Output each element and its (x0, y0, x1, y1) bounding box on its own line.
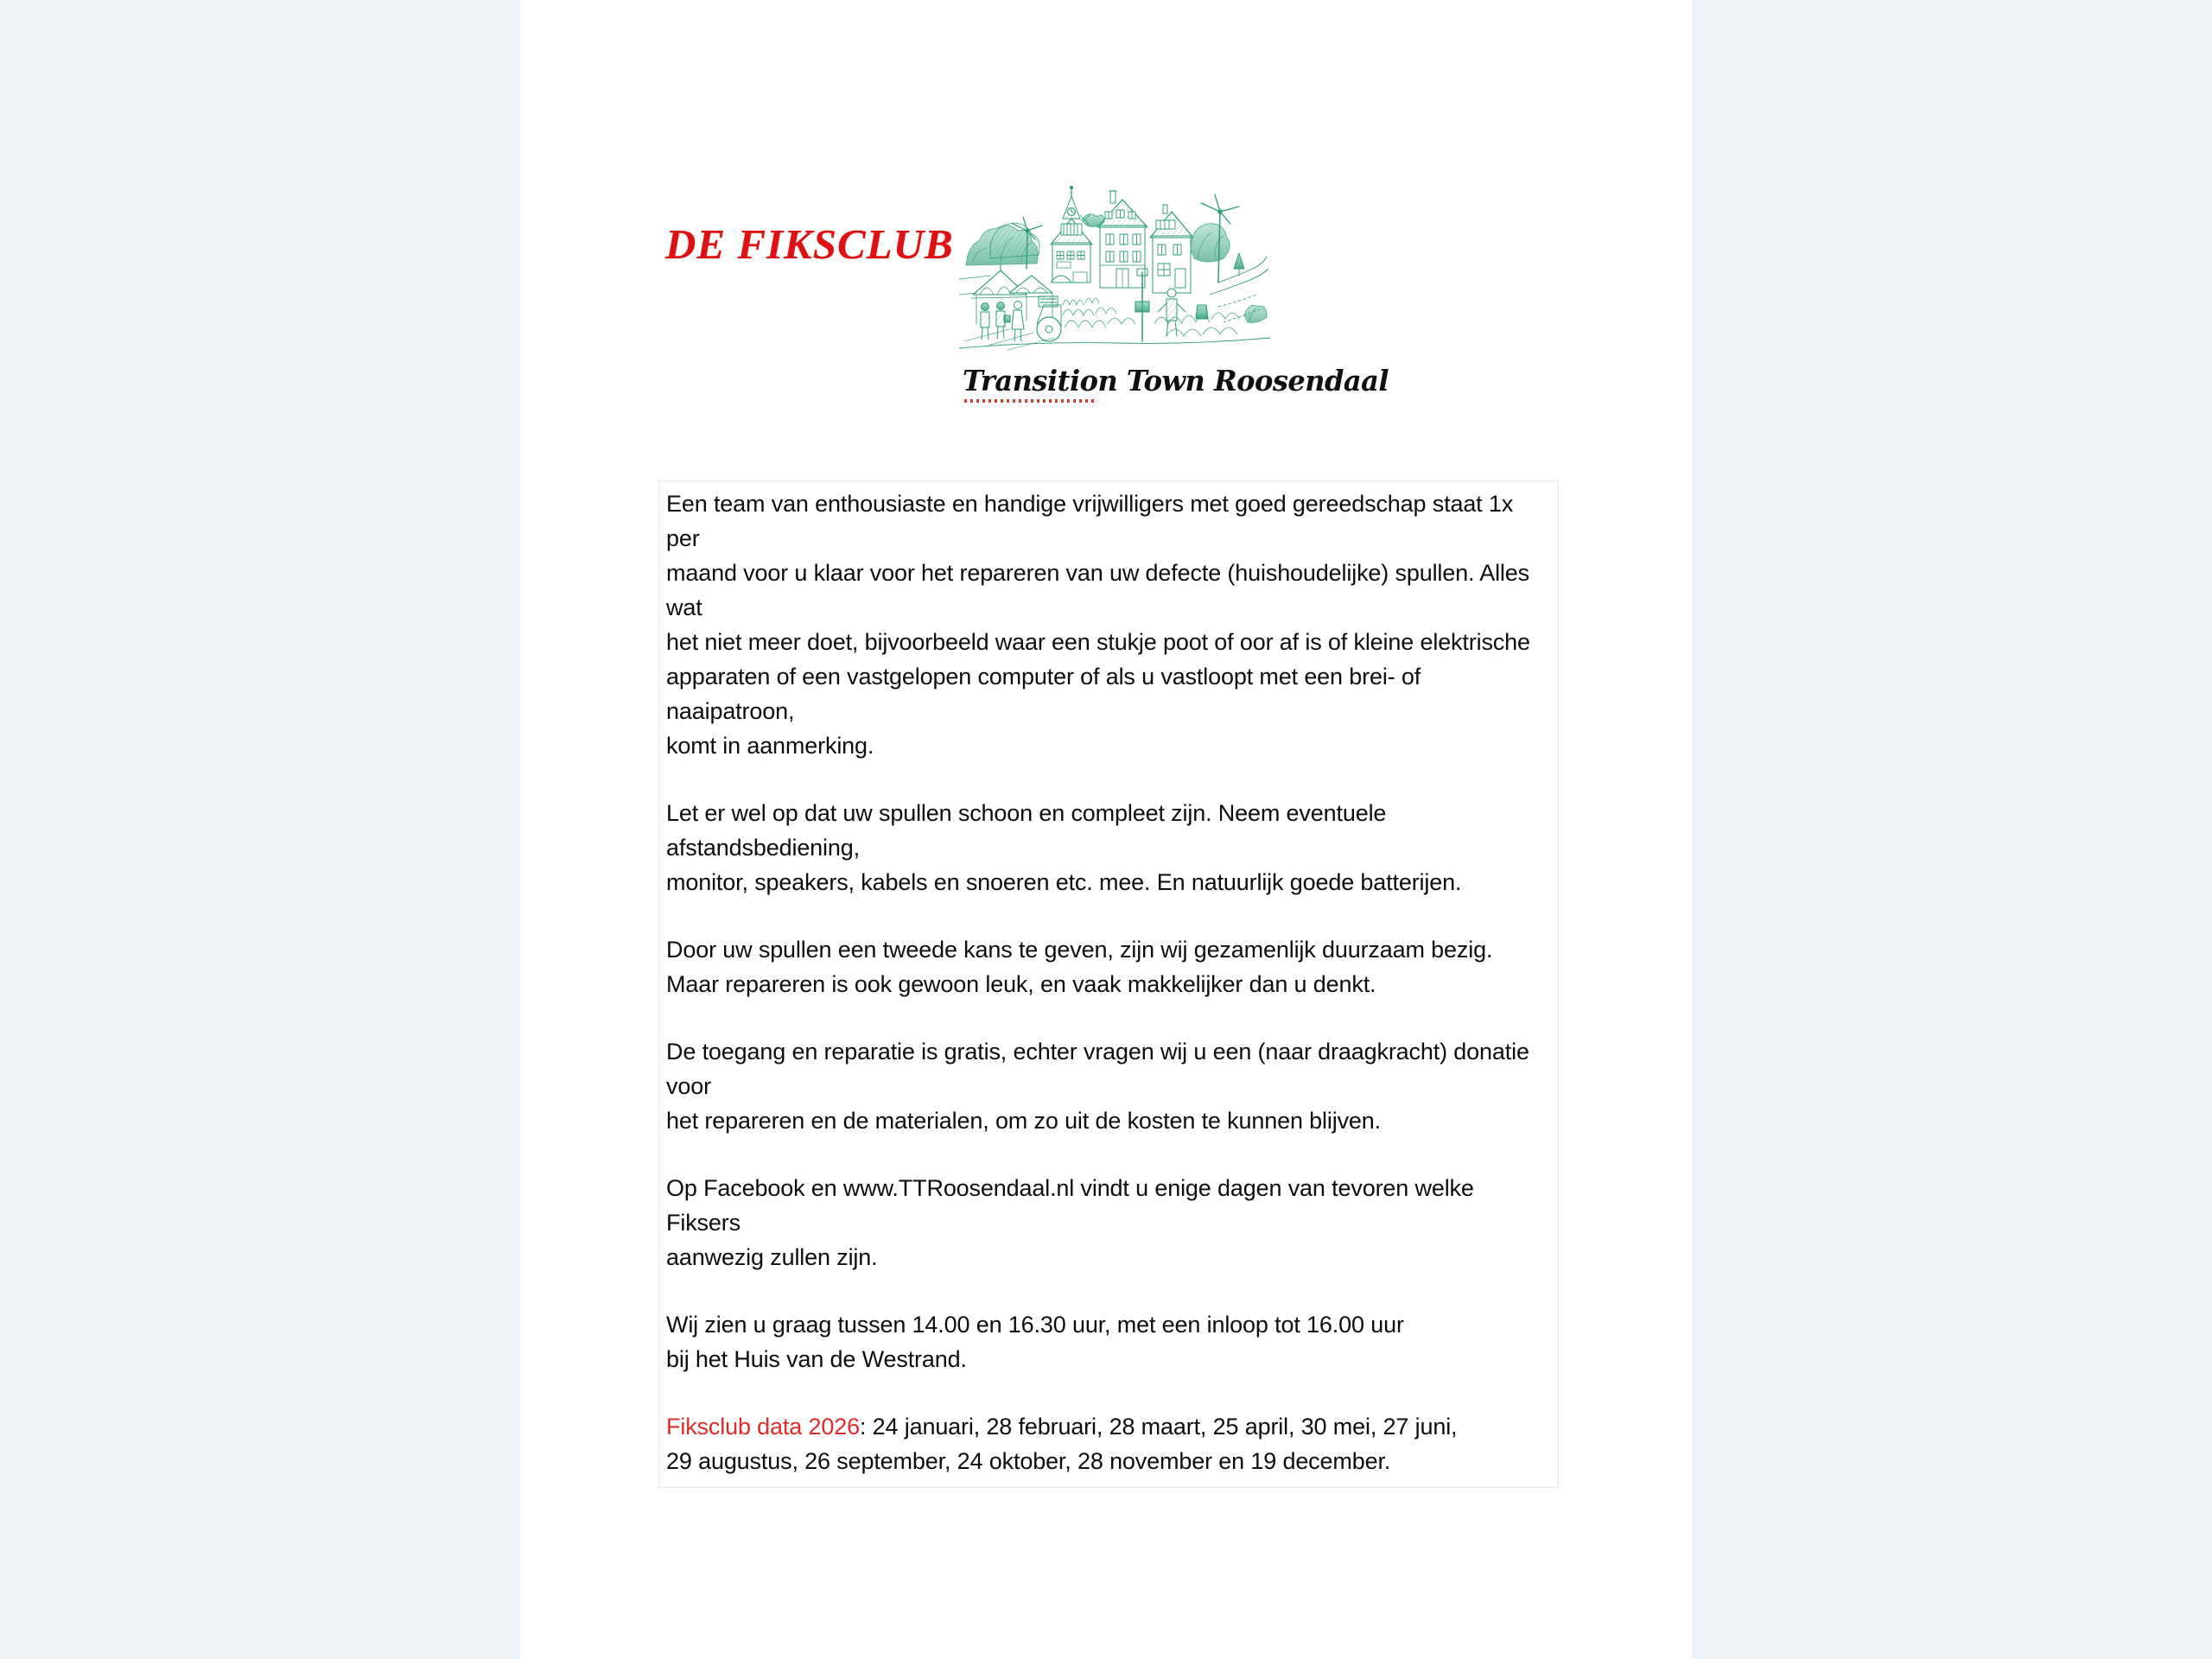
text-line: Let er wel op dat uw spullen schoon en compleet zijn. Neem eventuele afstandsbediening, (666, 800, 1387, 861)
paragraph-preparation (666, 796, 1549, 899)
dates-line-2: 29 augustus, 26 september, 24 oktober, 28 november en 19 december. (666, 1448, 1391, 1474)
paragraph-sustainability (666, 932, 1549, 1001)
transition-town-village-illustration (959, 186, 1270, 363)
paragraph-intro (666, 486, 1549, 763)
text-line: De toegang en reparatie is gratis, echter vragen wij u een (naar draagkracht) donatie voor (666, 1039, 1529, 1099)
text-line: Op Facebook en www.TTRoosendaal.nl vindt u enige dagen van tevoren welke Fiksers (666, 1175, 1474, 1236)
dates-first-half: : 24 januari, 28 februari, 28 maart, 25 april, 30 mei, 27 juni, (859, 1414, 1458, 1440)
text-line: Door uw spullen een tweede kans te geven, zijn wij gezamenlijk duurzaam bezig. (666, 937, 1493, 963)
text-line: maand voor u klaar voor het repareren van uw defecte (huishoudelijke) spullen. Alles wat (666, 560, 1529, 620)
dates-label: Fiksclub data 2026 (666, 1414, 860, 1440)
paragraph-donation (666, 1034, 1549, 1138)
text-line: monitor, speakers, kabels en snoeren etc. mee. En natuurlijk goede batterijen. (666, 869, 1462, 895)
text-line: het niet meer doet, bijvoorbeeld waar een stukje poot of oor af is of kleine elektrische (666, 629, 1530, 655)
document-header (520, 0, 1692, 449)
paragraph-hours (666, 1307, 1549, 1376)
dates-line-1 (666, 1409, 1549, 1444)
logo-wordmark: Transition Town Roosendaal (963, 364, 1389, 397)
transition-town-logo (959, 186, 1389, 432)
page-title: DE FIKSCLUB (665, 220, 954, 268)
text-line: komt in aanmerking. (666, 733, 874, 759)
spellcheck-underline-icon (964, 399, 1096, 403)
text-line: Een team van enthousiaste en handige vrijwilligers met goed gereedschap staat 1x per (666, 491, 1514, 551)
text-line: het repareren en de materialen, om zo uit de kosten te kunnen blijven. (666, 1108, 1382, 1134)
text-line: aanwezig zullen zijn. (666, 1244, 878, 1270)
text-line: Wij zien u graag tussen 14.00 en 16.30 uur, met een inloop tot 16.00 uur (666, 1312, 1404, 1338)
document-page (520, 0, 1692, 1659)
text-line: Maar repareren is ook gewoon leuk, en vaak makkelijker dan u denkt. (666, 971, 1376, 997)
body-text-box (658, 480, 1559, 1488)
text-line: bij het Huis van de Westrand. (666, 1346, 967, 1372)
paragraph-dates (666, 1409, 1549, 1478)
text-line: apparaten of een vastgelopen computer of als u vastloopt met een brei- of naaipatroon, (666, 664, 1421, 724)
paragraph-online (666, 1171, 1549, 1274)
